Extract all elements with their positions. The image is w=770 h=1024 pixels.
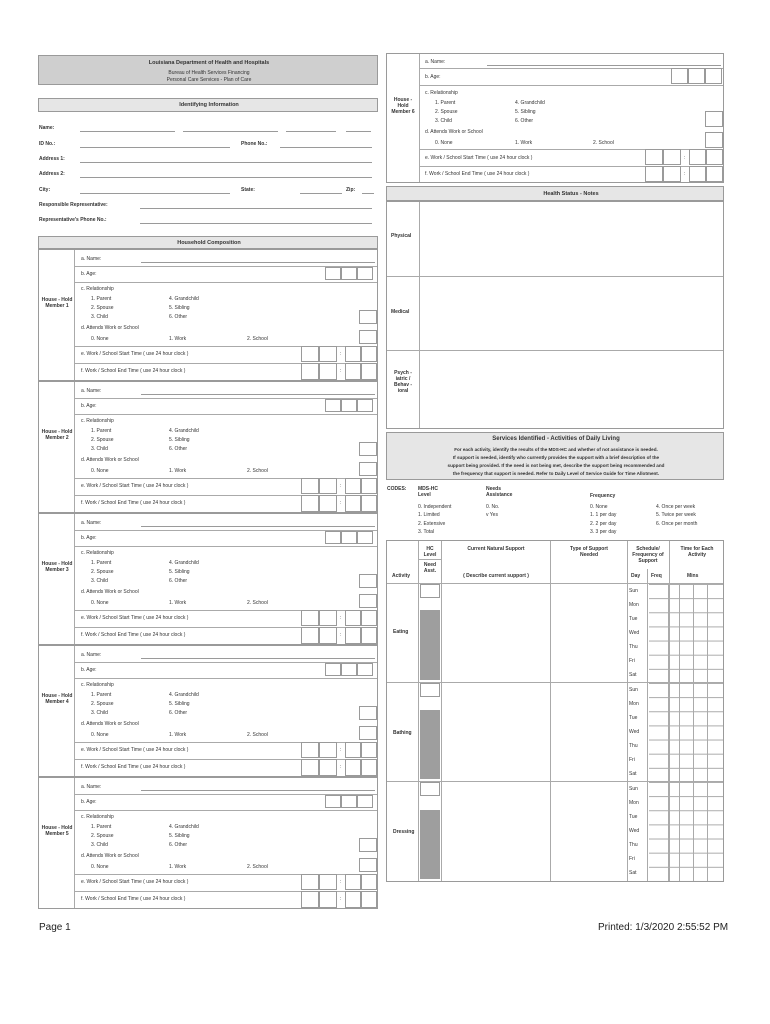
start-hh[interactable] [301,478,319,494]
zip-field[interactable] [362,193,374,194]
attends-box[interactable] [359,462,377,476]
end-hh[interactable] [319,363,337,380]
end-mm[interactable] [345,891,361,908]
bureau-title: Bureau of Health Services Financing [168,70,250,76]
start-hh[interactable] [301,742,319,758]
needs-header: Needs Assistance [486,486,513,498]
start-mm[interactable] [345,874,361,890]
medical-label: Medical [391,309,410,315]
start-mm[interactable] [345,478,361,494]
start-hh[interactable] [663,149,681,165]
attends-box[interactable] [359,594,377,608]
adl-table: HC Level Need Asst. Activity Current Natural Support ( Describe current support ) Type of Support Needed Schedule/ Frequency of Support Day Freq Time for Each Activity Mins Eating Bathing Dressing Sun Mon Tue Wed Thu Fri Sat Sun Mon Tue Wed Thu Fri Sat Sun Mon Tue Wed Thu Fri Sat [386,540,724,882]
address1-label: Address 1: [39,156,65,162]
identifying-info-header [38,98,378,112]
start-hh[interactable] [645,149,663,165]
household-member-block-4: House - Hold Member 4 a. Name: b. Age: c. Relationship 1. Parent 2. Spouse 3. Child 4. Grandchild 5. Sibling 6. Other d. Attends Work or School 0. None 1. Work 2. School e. Work / School Start Time ( use 24 hour clock ) : f. Work / School End Time ( use 24 hour clock ) : [38,645,378,777]
state-label: State: [241,187,255,193]
need-asst-shade [420,810,440,879]
end-mm[interactable] [345,495,361,512]
end-hh[interactable] [301,495,319,512]
name-field-3[interactable] [286,131,336,132]
end-mm[interactable] [361,363,377,380]
city-field[interactable] [80,193,230,194]
start-mm[interactable] [361,742,377,758]
end-hh[interactable] [319,891,337,908]
end-hh[interactable] [319,759,337,776]
end-hh[interactable] [301,363,319,380]
start-hh[interactable] [301,346,319,362]
start-mm[interactable] [689,149,706,165]
member-age-box[interactable] [341,531,357,544]
member-label-1: House - Hold Member 1 [41,297,73,309]
member-age-box[interactable] [325,267,341,280]
address2-label: Address 2: [39,171,65,177]
relationship-label: c. Relationship [81,286,114,292]
household-member-block-1: House - Hold Member 1 a. Name: b. Age: c. Relationship 1. Parent 2. Spouse 3. Child 4. Grandchild 5. Sibling 6. Other d. Attends Work or School 0. None 1. Work 2. School e. Work / School Start Time ( use 24 hour clock ) : f. Work / School End Time ( use 24 hour clock ) : [38,249,378,381]
member-name-label: a. Name: [81,388,102,394]
agency-title: Louisiana Department of Health and Hospitals [148,60,270,66]
relationship-box[interactable] [359,838,377,852]
member-age-box[interactable] [341,795,357,808]
freq-mins-grid [649,584,723,881]
member-age-label: b. Age: [81,271,97,277]
id-no-label: ID No.: [39,141,56,147]
health-status-notes [386,201,724,429]
end-hh[interactable] [319,627,337,644]
end-hh[interactable] [301,627,319,644]
member-age-box[interactable] [341,663,357,676]
member-age-label: b. Age: [81,403,97,409]
end-hh[interactable] [301,891,319,908]
end-mm[interactable] [361,495,377,512]
household-composition-header [38,236,378,249]
mds-header: MDS-HC Level [418,486,438,498]
end-mm[interactable] [361,891,377,908]
codes-label: CODES: [387,486,407,492]
member-age-box[interactable] [341,399,357,412]
name-field[interactable] [80,131,175,132]
member-age-box[interactable] [705,68,722,84]
member-age-box[interactable] [325,663,341,676]
relationship-box[interactable] [359,706,377,720]
hc-level-box[interactable] [420,584,440,598]
rep-phone-label: Representative's Phone No.: [39,217,107,223]
member-age-box[interactable] [341,267,357,280]
activity-bathing: Bathing [393,730,412,736]
program-title: Personal Care Services - Plan of Care [166,77,252,83]
start-hh[interactable] [301,874,319,890]
member-name-field[interactable] [141,262,375,263]
member-age-box[interactable] [357,399,373,412]
col-mins: Mins [687,573,699,579]
end-mm[interactable] [345,759,361,776]
page-number: Page 1 [39,922,71,933]
end-mm[interactable] [361,627,377,644]
physical-label: Physical [391,233,412,239]
need-asst-shade [420,710,440,779]
start-hh[interactable] [319,742,337,758]
household-member-block-2: House - Hold Member 2 a. Name: b. Age: c. Relationship 1. Parent 2. Spouse 3. Child 4. Grandchild 5. Sibling 6. Other d. Attends Work or School 0. None 1. Work 2. School e. Work / School Start Time ( use 24 hour clock ) : f. Work / School End Time ( use 24 hour clock ) : [38,381,378,513]
member-age-box[interactable] [325,531,341,544]
identifying-info-title: Identifying Information [179,102,239,108]
col-hc-level: HC Level [423,546,437,558]
start-mm[interactable] [706,149,723,165]
medical-notes-area[interactable] [421,278,721,348]
member-age-box[interactable] [671,68,688,84]
start-mm[interactable] [361,478,377,494]
member-label-2: House - Hold Member 2 [41,429,73,441]
start-hh[interactable] [319,478,337,494]
household-member-block-3: House - Hold Member 3 a. Name: b. Age: c. Relationship 1. Parent 2. Spouse 3. Child 4. Grandchild 5. Sibling 6. Other d. Attends Work or School 0. None 1. Work 2. School e. Work / School Start Time ( use 24 hour clock ) : f. Work / School End Time ( use 24 hour clock ) : [38,513,378,645]
household-member-block-5: House - Hold Member 5 a. Name: b. Age: c. Relationship 1. Parent 2. Spouse 3. Child 4. Grandchild 5. Sibling 6. Other d. Attends Work or School 0. None 1. Work 2. School e. Work / School Start Time ( use 24 hour clock ) : f. Work / School End Time ( use 24 hour clock ) : [38,777,378,909]
frequency-header: Frequency [590,493,616,499]
name-field-4[interactable] [346,131,371,132]
member-name-field[interactable] [141,658,375,659]
start-mm[interactable] [345,742,361,758]
phone-no-field[interactable] [280,147,372,148]
attends-box[interactable] [359,726,377,740]
start-mm[interactable] [361,610,377,626]
attends-box[interactable] [705,132,723,148]
end-hh[interactable] [301,759,319,776]
start-hh[interactable] [319,346,337,362]
end-mm[interactable] [345,627,361,644]
start-hh[interactable] [301,610,319,626]
hc-level-box[interactable] [420,782,440,796]
household-composition-title: Household Composition [177,240,241,246]
member-name-field[interactable] [141,526,375,527]
physical-notes-area[interactable] [421,204,721,274]
start-mm[interactable] [361,346,377,362]
relationship-box[interactable] [359,310,377,324]
id-no-field[interactable] [80,147,230,148]
start-time-label: e. Work / School Start Time ( use 24 hour clock ) [81,351,189,357]
printed-timestamp: Printed: 1/3/2020 2:55:52 PM [598,922,729,933]
member-label-3: House - Hold Member 3 [41,561,73,573]
col-freq: Freq [651,573,662,579]
member-name-field[interactable] [487,65,721,66]
hc-level-box[interactable] [420,683,440,697]
end-hh[interactable] [645,166,663,182]
end-mm[interactable] [345,363,361,380]
end-hh[interactable] [319,495,337,512]
col-describe: ( Describe current support ) [463,573,529,579]
health-status-header [386,186,724,201]
member-age-box[interactable] [325,399,341,412]
start-mm[interactable] [345,346,361,362]
col-current-support: Current Natural Support [467,546,525,552]
attends-box[interactable] [359,330,377,344]
attends-label: d. Attends Work or School [81,325,139,331]
member-label-6: House - Hold Member 6 [391,97,415,115]
col-need-asst: Need Asst. [423,562,437,574]
col-time: Time for Each Activity [680,546,714,558]
member-age-box[interactable] [357,267,373,280]
start-hh[interactable] [319,610,337,626]
member-age-box[interactable] [325,795,341,808]
end-mm[interactable] [706,166,723,182]
member-age-box[interactable] [357,663,373,676]
rep-label: Responsible Representative: [39,202,108,208]
form-header [38,55,378,85]
start-mm[interactable] [361,874,377,890]
address1-field[interactable] [80,162,372,163]
col-activity: Activity [392,573,411,579]
health-status-title: Health Status - Notes [543,191,599,197]
end-time-label: f. Work / School End Time ( use 24 hour clock ) [81,368,186,374]
start-mm[interactable] [345,610,361,626]
member-label-4: House - Hold Member 4 [41,693,73,705]
col-day: Day [631,573,641,579]
relationship-box[interactable] [359,442,377,456]
activity-dressing: Dressing [393,829,415,835]
name-label: Name: [39,125,55,131]
household-member-block-6: House - Hold Member 6 a. Name: b. Age: c. Relationship 1. Parent 2. Spouse 3. Child 4. Grandchild 5. Sibling 6. Other d. Attends Work or School 0. None 1. Work 2. School e. Work / School Start Time ( use 24 hour clock ) : f. Work / School End Time ( use 24 hour clock ) : [386,53,724,183]
address2-field[interactable] [80,177,372,178]
relationship-box[interactable] [359,574,377,588]
member-age-box[interactable] [357,795,373,808]
end-mm[interactable] [361,759,377,776]
need-asst-shade [420,610,440,680]
start-hh[interactable] [319,874,337,890]
rep-phone-field[interactable] [140,223,372,224]
member-name-label: a. Name: [81,256,102,262]
phone-no-label: Phone No.: [241,141,268,147]
relationship-box[interactable] [705,111,723,127]
name-field-2[interactable] [183,131,278,132]
member-name-field[interactable] [141,790,375,791]
attends-box[interactable] [359,858,377,872]
rep-field[interactable] [140,208,372,209]
member-age-box[interactable] [357,531,373,544]
member-label-5: House - Hold Member 5 [41,825,73,837]
psych-notes-area[interactable] [421,352,721,426]
state-field[interactable] [300,193,342,194]
end-mm[interactable] [689,166,706,182]
zip-label: Zip: [346,187,356,193]
activity-eating: Eating [393,629,409,635]
services-title: Services Identified - Activities of Daily Living [492,436,620,442]
col-schedule: Schedule/ Frequency of Support [632,546,664,564]
col-type-support: Type of Support Needed [570,546,608,558]
psych-label: Psych - iatric / Behav - ioral [393,370,413,394]
services-header: Services Identified - Activities of Daily Living For each activity, identify the results of the MDS-HC and whether of not assistance is needed. If support is needed, identify who currently provides the support with a brief description of the support being provided. If the need is not being met, describe the support being recommended and the frequency that support is needed. Refer to Daily Level of Service Guide for Time Allotment. [386,432,724,480]
member-name-field[interactable] [141,394,375,395]
city-label: City: [39,187,51,193]
member-age-box[interactable] [688,68,705,84]
end-hh[interactable] [663,166,681,182]
